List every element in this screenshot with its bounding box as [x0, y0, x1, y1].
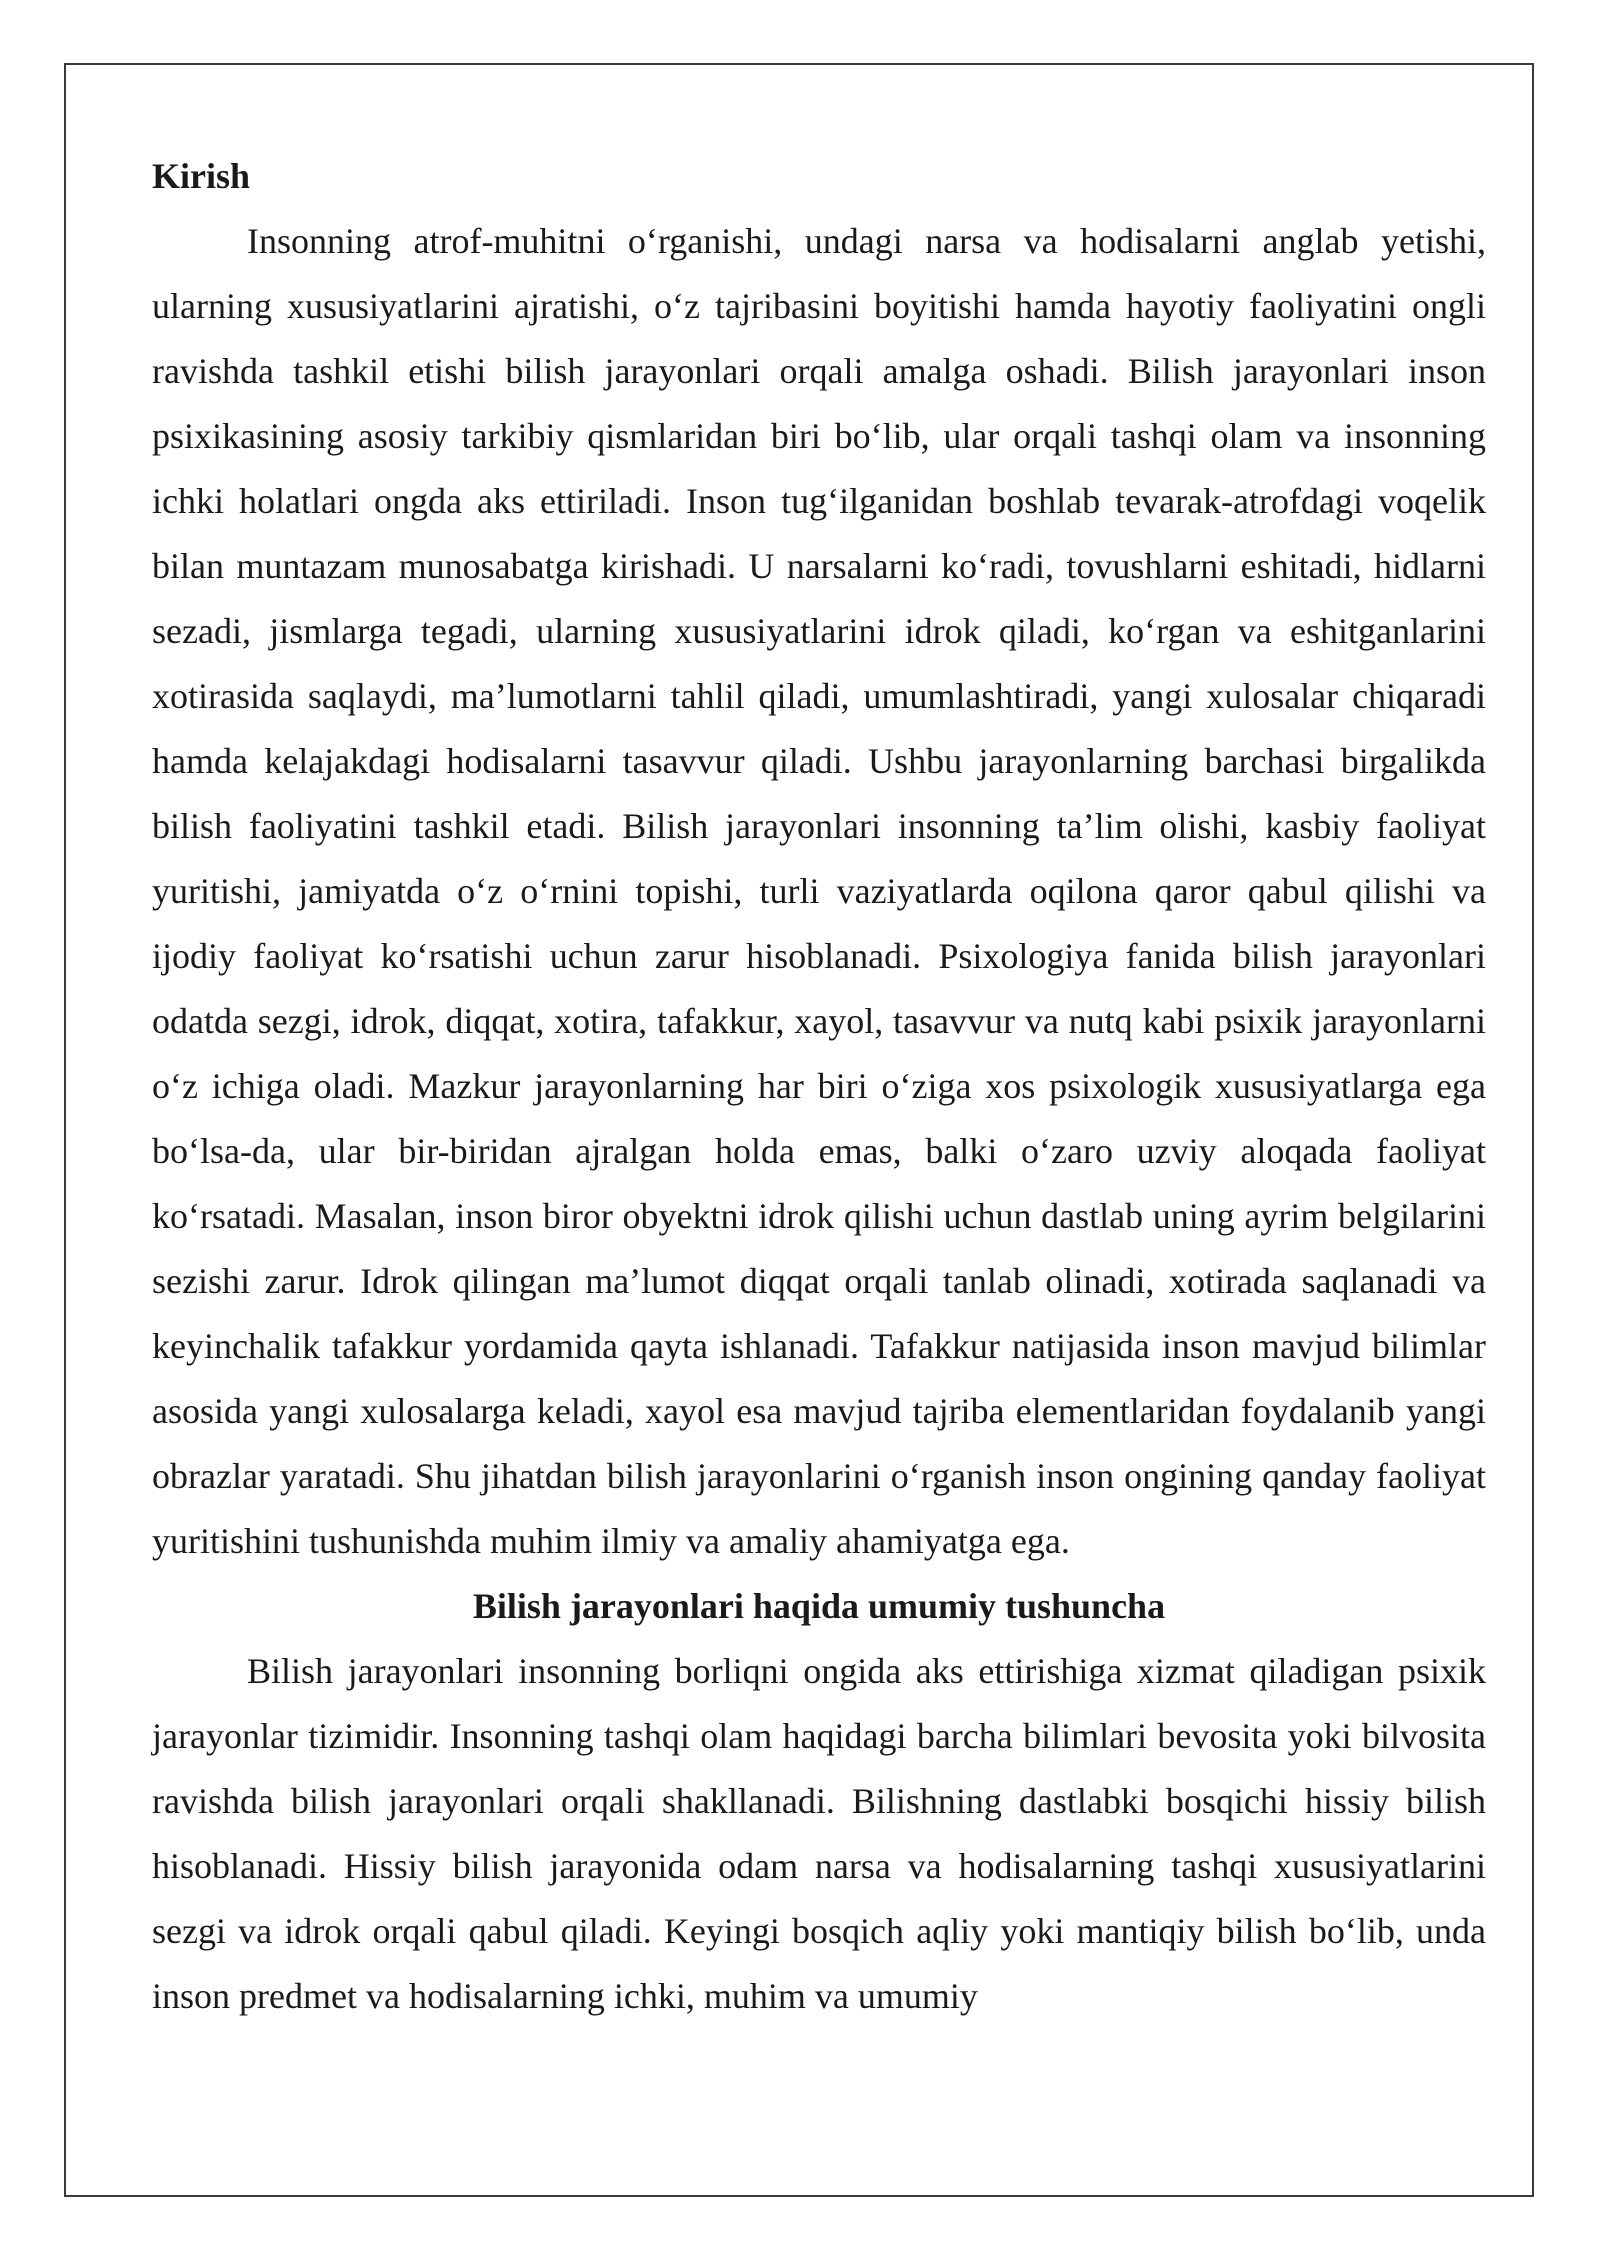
general-concept-paragraph: Bilish jarayonlari insonning borliqni ongida aks ettirishiga xizmat qiladigan psixik jarayonlar tizimidir. Insonning tashqi olam haqidagi barcha bilimlari bevosita yoki bilvosita ravishda bilish jarayonlari orqali shakllanadi. Bilishning dastlabki bosqichi hissiy bilish hisoblanadi. Hissiy bilish jarayonida odam narsa va hodisalarning tashqi xususiyatlarini sezgi va idrok orqali qabul qiladi. Keyingi bosqich aqliy yoki mantiqiy bilish bo‘lib, unda inson predmet va hodisalarning ichki, muhim va umumiy — [152, 1651, 1486, 2016]
section-heading-general-concept: Bilish jarayonlari haqida umumiy tushuncha — [472, 1586, 1166, 1626]
introduction-paragraph: Insonning atrof-muhitni o‘rganishi, undagi narsa va hodisalarni anglab yetishi, ularning xususiyatlarini ajratishi, o‘z tajribasini boyitishi hamda hayotiy faoliyatini ongli ravishda tashkil etishi bilish jarayonlari orqali amalga oshadi. Bilish jarayonlari inson psixikasining asosiy tarkibiy qismlaridan biri bo‘lib, ular orqali tashqi olam va insonning ichki holatlari ongda aks ettiriladi. Inson tug‘ilganidan boshlab tevarak-atrofdagi voqelik bilan muntazam munosabatga kirishadi. U narsalarni ko‘radi, tovushlarni eshitadi, hidlarni sezadi, jismlarga tegadi, ularning xususiyatlarini idrok qiladi, ko‘rgan va eshitganlarini xotirasida saqlaydi, ma’lumotlarni tahlil qiladi, umumlashtiradi, yangi xulosalar chiqaradi hamda kelajakdagi hodisalarni tasavvur qiladi. Ushbu jarayonlarning barchasi birgalikda bilish faoliyatini tashkil etadi. Bilish jarayonlari insonning ta’lim olishi, kasbiy faoliyat yuritishi, jamiyatda o‘z o‘rnini topishi, turli vaziyatlarda oqilona qaror qabul qilishi va ijodiy faoliyat ko‘rsatishi uchun zarur hisoblanadi. Psixologiya fanida bilish jarayonlari odatda sezgi, idrok, diqqat, xotira, tafakkur, xayol, tasavvur va nutq kabi psixik jarayonlarni o‘z ichiga oladi. Mazkur jarayonlarning har biri o‘ziga xos psixologik xususiyatlarga ega bo‘lsa-da, ular bir-biridan ajralgan holda emas, balki o‘zaro uzviy aloqada faoliyat ko‘rsatadi. Masalan, inson biror obyektni idrok qilishi uchun dastlab uning ayrim belgilarini sezishi zarur. Idrok qilingan ma’lumot diqqat orqali tanlab olinadi, xotirada saqlanadi va keyinchalik tafakkur yordamida qayta ishlanadi. Tafakkur natijasida inson mavjud bilimlar asosida yangi xulosalarga keladi, xayol esa mavjud tajriba elementlaridan foydalanib yangi obrazlar yaratadi. Shu jihatdan bilish jarayonlarini o‘rganish inson ongining qanday faoliyat yuritishini tushunishda muhim ilmiy va amaliy ahamiyatga ega. — [152, 221, 1486, 1561]
document-body — [152, 144, 1486, 2029]
section-heading-introduction: Kirish — [152, 156, 251, 196]
